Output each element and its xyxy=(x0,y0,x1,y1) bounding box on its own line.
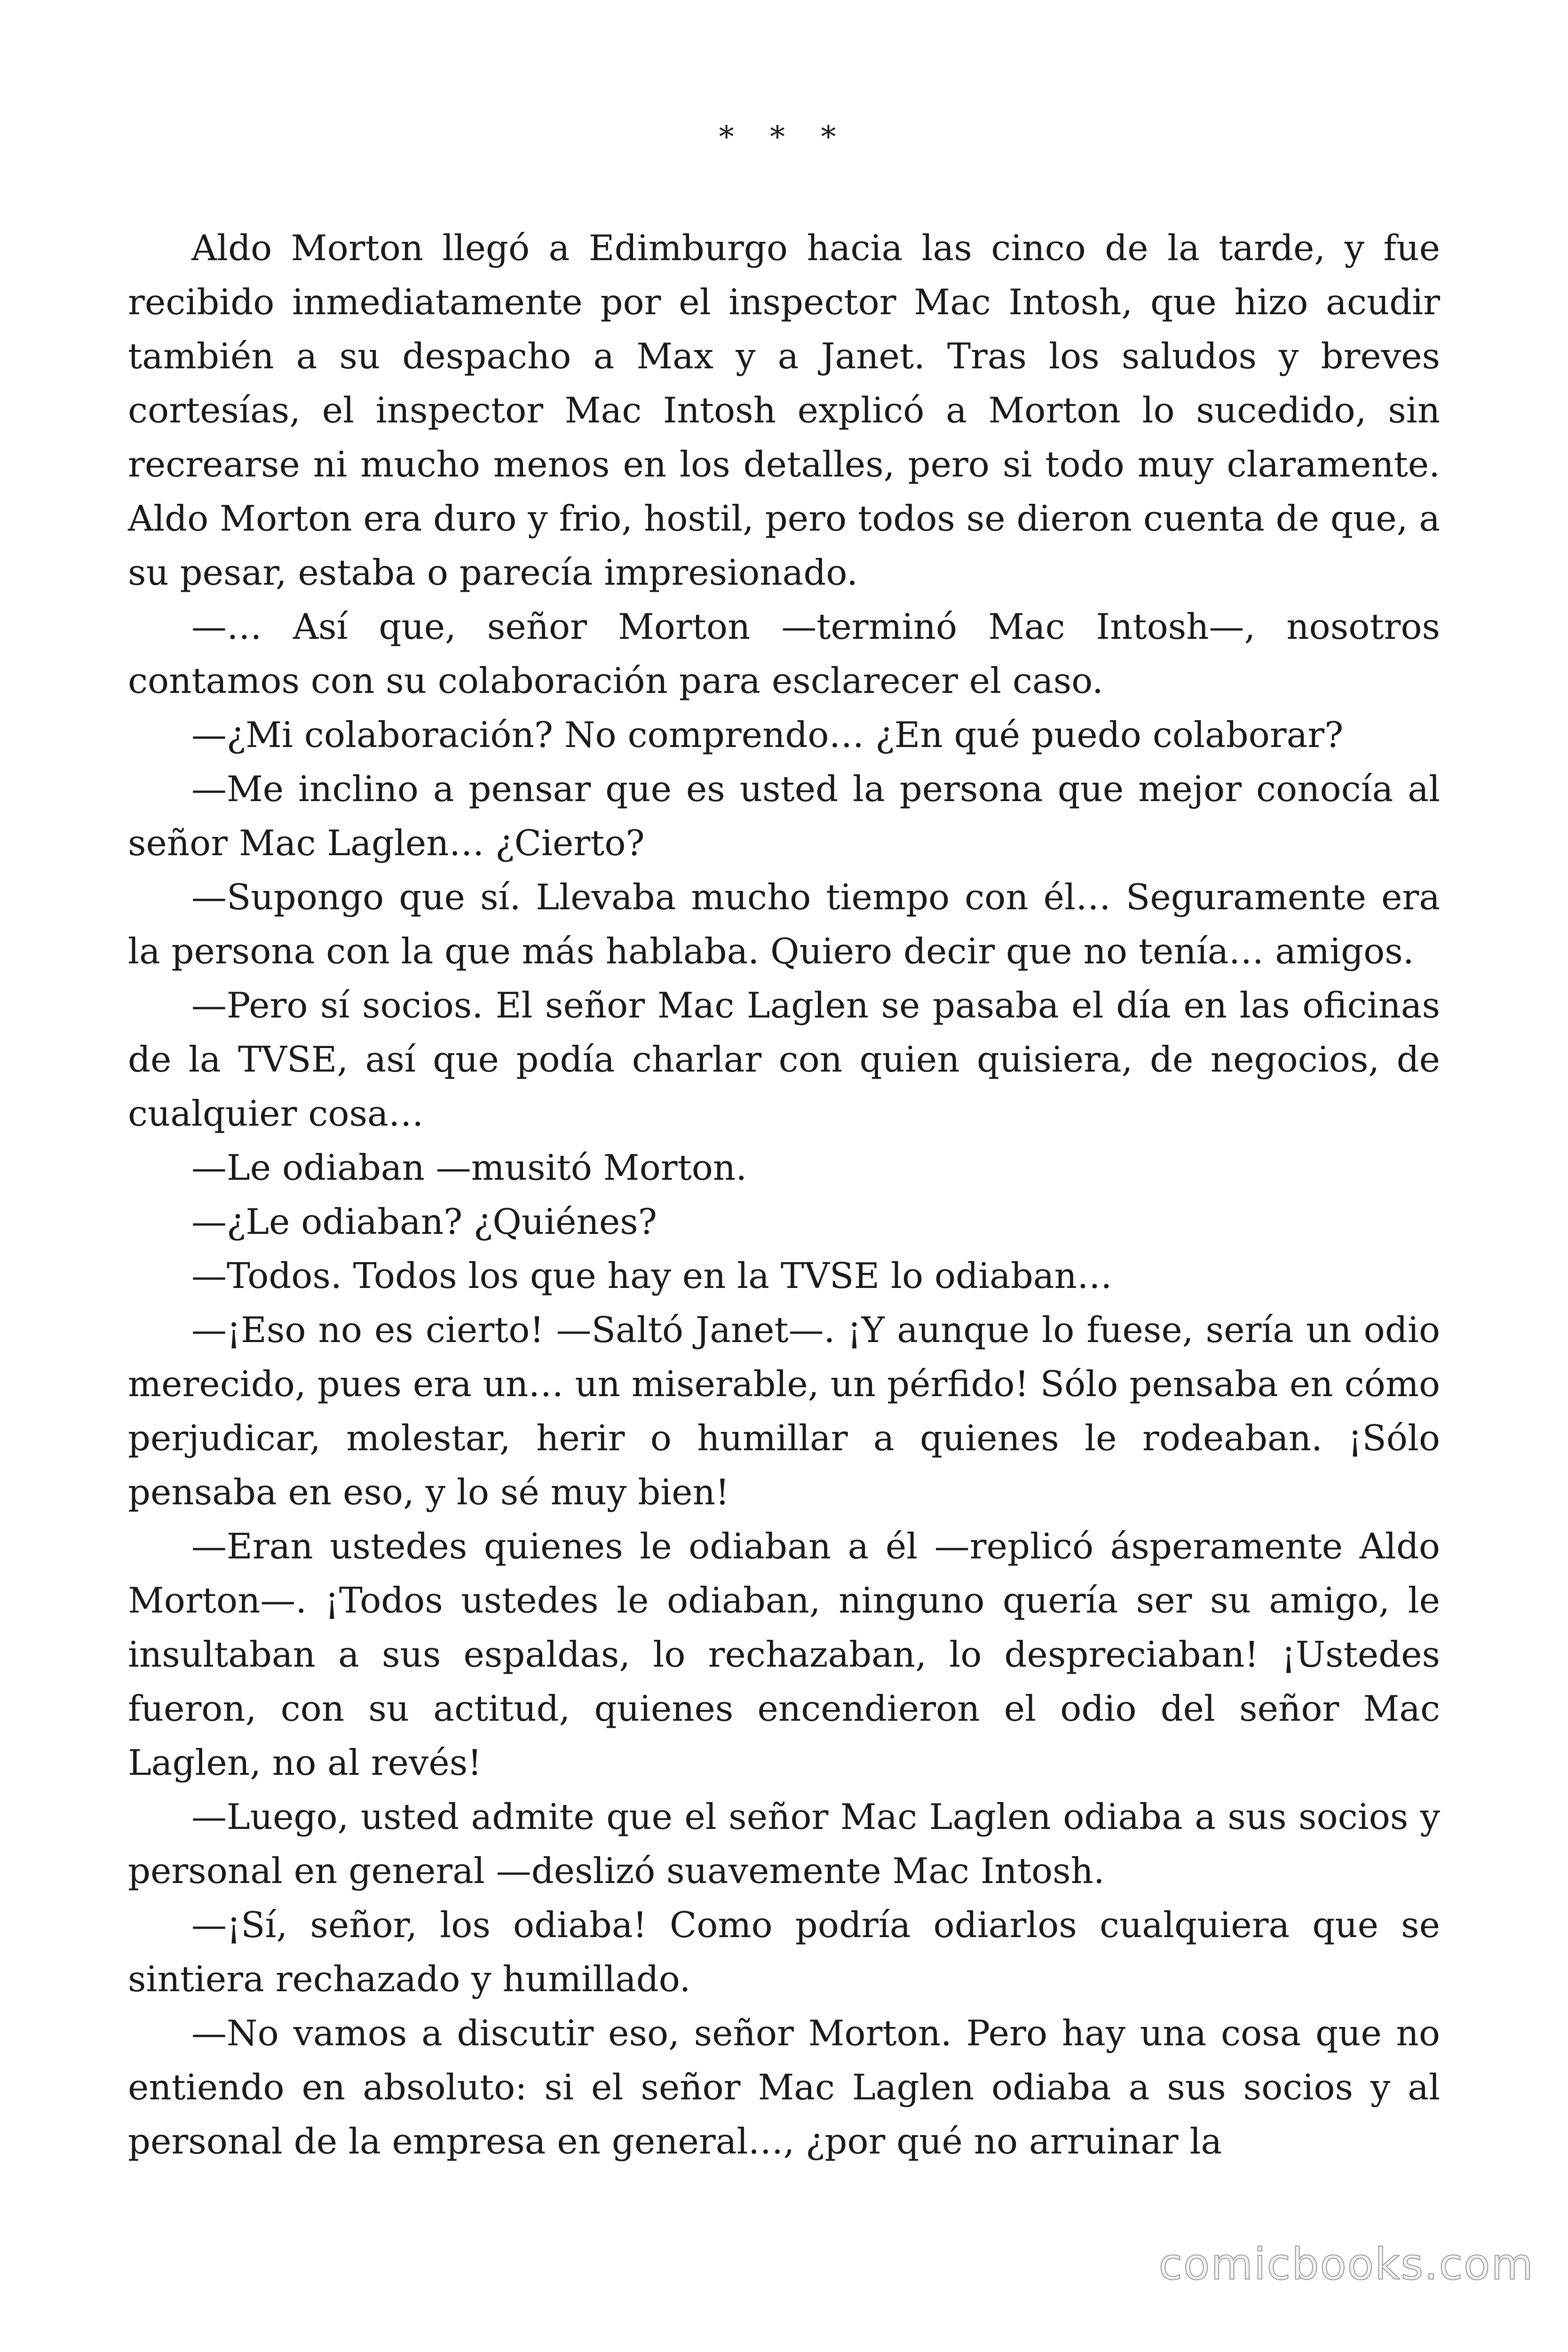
paragraph: —Luego, usted admite que el señor Mac Laglen odiaba a sus socios y personal en general —deslizó suavemente Mac Intosh. xyxy=(128,1796,1440,1891)
paragraph: —Pero sí socios. El señor Mac Laglen se pasaba el día en las oficinas de la TVSE, así que podía charlar con quien quisiera, de negocios, de cualquier cosa… xyxy=(128,985,1440,1134)
paragraph: —Le odiaban —musitó Morton. xyxy=(191,1147,747,1188)
paragraph: Aldo Morton llegó a Edimburgo hacia las cinco de la tarde, y fue recibido inmediatamente por el inspector Mac Intosh, que hizo acudir también a su despacho a Max y a Janet. Tras los saludos y breves cortesías, el inspector Mac Intosh explicó a Morton lo sucedido, sin recrearse ni mucho menos en los detalles, pero si todo muy claramente. Aldo Morton era duro y frio, hostil, pero todos se dieron cuenta de que, a su pesar, estaba o parecía impresionado. xyxy=(128,227,1441,593)
paragraph: —¡Eso no es cierto! —Saltó Janet—. ¡Y aunque lo fuese, sería un odio merecido, pues era un… un miserable, un pérfido! Sólo pensaba en cómo perjudicar, molestar, herir o humillar a quienes le rodeaban. ¡Sólo pensaba en eso, y lo sé muy bien! xyxy=(128,1309,1440,1513)
paragraph: —… Así que, señor Morton —terminó Mac Intosh—, nosotros contamos con su colaboración para esclarecer el caso. xyxy=(128,606,1440,701)
paragraph: —¡Sí, señor, los odiaba! Como podría odiarlos cualquiera que se sintiera rechazado y humillado. xyxy=(128,1904,1440,2000)
paragraph: —Todos. Todos los que hay en la TVSE lo odiaban… xyxy=(191,1255,1112,1296)
watermark: comicbooks.com xyxy=(1158,2239,1534,2289)
page-body-text xyxy=(128,221,1440,2169)
paragraph: —No vamos a discutir eso, señor Morton. Pero hay una cosa que no entiendo en absoluto: si el señor Mac Laglen odiaba a sus socios y al personal de la empresa en general…, ¿por qué no arruinar la xyxy=(128,2012,1440,2162)
paragraph: —Me inclino a pensar que es usted la persona que mejor conocía al señor Mac Laglen… ¿Cierto? xyxy=(128,768,1440,864)
paragraph: —Eran ustedes quienes le odiaban a él —replicó ásperamente Aldo Morton—. ¡Todos ustedes le odiaban, ninguno quería ser su amigo, le insultaban a sus espaldas, lo rechazaban, lo despreciaban! ¡Ustedes fueron, con su actitud, quienes encendieron el odio del señor Mac Laglen, no al revés! xyxy=(128,1526,1440,1783)
paragraph: —¿Mi colaboración? No comprendo… ¿En qué puedo colaborar? xyxy=(191,714,1344,755)
paragraph: —¿Le odiaban? ¿Quiénes? xyxy=(191,1201,657,1242)
section-separator: * * * xyxy=(719,120,849,155)
paragraph: —Supongo que sí. Llevaba mucho tiempo con él… Seguramente era la persona con la que más hablaba. Quiero decir que no tenía… amigos. xyxy=(128,876,1440,972)
